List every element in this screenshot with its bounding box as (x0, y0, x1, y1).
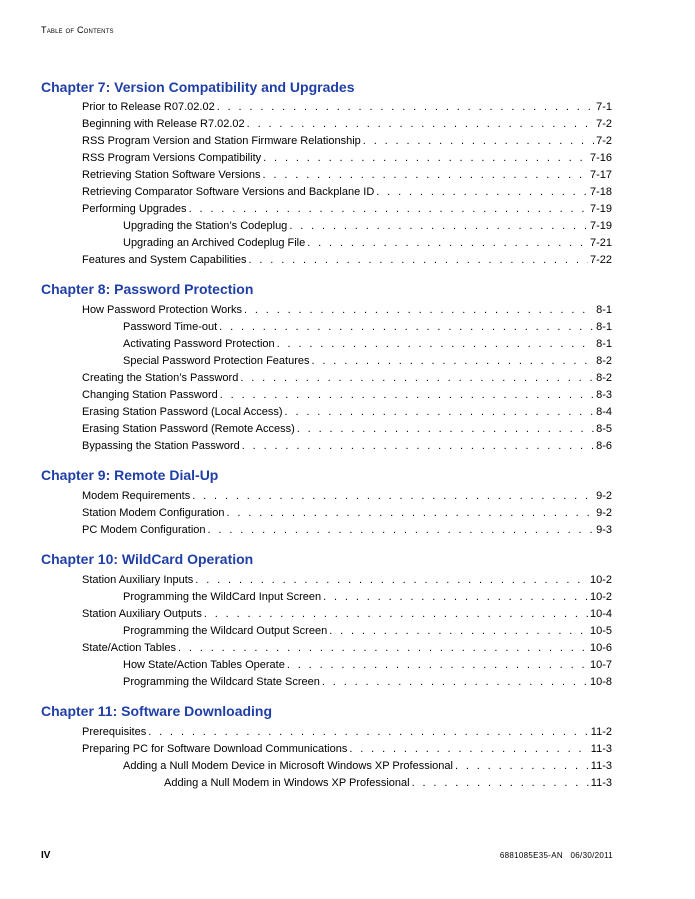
toc-entry-label: RSS Program Versions Compatibility (82, 152, 262, 164)
chapter-11-heading[interactable]: Chapter 11: Software Downloading (41, 703, 273, 719)
leader-dots (240, 372, 594, 384)
toc-entry-page: 7-16 (589, 152, 612, 164)
document-id: 6881085E35-AN (499, 851, 563, 860)
toc-subentry[interactable] (123, 237, 612, 249)
toc-entry-page: 8-1 (596, 321, 612, 333)
toc-entry-label: Station Auxiliary Outputs (82, 608, 202, 620)
toc-subsubentry[interactable] (164, 777, 612, 789)
toc-entry[interactable] (82, 608, 612, 620)
leader-dots (376, 186, 588, 198)
leader-dots (204, 608, 588, 620)
toc-entry-page: 7-22 (589, 254, 612, 266)
toc-entry-page: 10-5 (589, 625, 612, 637)
toc-entry-label: Upgrading an Archived Codeplug File (123, 237, 306, 249)
toc-entry-page: 7-1 (596, 101, 612, 113)
toc-entry-label: Bypassing the Station Password (82, 440, 240, 452)
leader-dots (195, 574, 588, 586)
toc-entry[interactable] (82, 304, 612, 316)
toc-entry-page: 10-8 (589, 676, 612, 688)
leader-dots (363, 135, 594, 147)
toc-entry-label: Beginning with Release R7.02.02 (82, 118, 245, 130)
leader-dots (226, 507, 594, 519)
leader-dots (349, 743, 588, 755)
toc-entry-page: 10-2 (589, 591, 612, 603)
toc-entry[interactable] (82, 642, 612, 654)
leader-dots (263, 169, 588, 181)
toc-entry-page: 9-3 (596, 524, 612, 536)
toc-entry[interactable] (82, 152, 612, 164)
toc-entry-label: Preparing PC for Software Download Communications (82, 743, 348, 755)
toc-entry-page: 11-3 (590, 777, 612, 789)
toc-entry-label: Prior to Release R07.02.02 (82, 101, 215, 113)
toc-entry-label: Password Time-out (123, 321, 218, 333)
toc-subentry[interactable] (123, 659, 612, 671)
chapter-8-heading[interactable]: Chapter 8: Password Protection (41, 281, 254, 297)
toc-entry-label: Station Auxiliary Inputs (82, 574, 194, 586)
toc-entry-label: RSS Program Version and Station Firmware Relationship (82, 135, 361, 147)
toc-entry-page: 8-1 (596, 338, 612, 350)
toc-entry[interactable] (82, 490, 612, 502)
toc-entry-label: State/Action Tables (82, 642, 176, 654)
toc-entry-label: Programming the WildCard Input Screen (123, 591, 322, 603)
toc-entry-page: 7-21 (589, 237, 612, 249)
toc-entry-page: 7-19 (589, 220, 612, 232)
toc-entry-page: 8-4 (596, 406, 612, 418)
leader-dots (242, 440, 594, 452)
leader-dots (329, 625, 588, 637)
leader-dots (412, 777, 589, 789)
toc-entry-label: PC Modem Configuration (82, 524, 206, 536)
toc-entry-label: Special Password Protection Features (123, 355, 310, 367)
toc-entry-label: Programming the Wildcard State Screen (123, 676, 320, 688)
leader-dots (208, 524, 595, 536)
toc-entry[interactable] (82, 186, 612, 198)
toc-entry-page: 10-2 (589, 574, 612, 586)
toc-entry-page: 10-6 (589, 642, 612, 654)
toc-entry-label: Retrieving Station Software Versions (82, 169, 261, 181)
toc-entry-label: Retrieving Comparator Software Versions and Backplane ID (82, 186, 375, 198)
leader-dots (189, 203, 588, 215)
leader-dots (285, 406, 595, 418)
page-number: IV (41, 850, 51, 861)
toc-subentry[interactable] (123, 591, 612, 603)
toc-entry-label: Erasing Station Password (Local Access) (82, 406, 283, 418)
toc-entry-label: Prerequisites (82, 726, 147, 738)
toc-entry-page: 8-3 (596, 389, 612, 401)
toc-entry[interactable] (82, 440, 612, 452)
toc-entry-page: 9-2 (596, 507, 612, 519)
toc-subentry[interactable] (123, 760, 612, 772)
toc-entry-page: 11-3 (590, 760, 612, 772)
toc-entry-label: Features and System Capabilities (82, 254, 247, 266)
leader-dots (248, 254, 588, 266)
toc-entry-label: Adding a Null Modem in Windows XP Professional (164, 777, 410, 789)
toc-entry-label: Activating Password Protection (123, 338, 275, 350)
toc-entry-label: Changing Station Password (82, 389, 218, 401)
toc-entry-label: How Password Protection Works (82, 304, 242, 316)
leader-dots (277, 338, 594, 350)
toc-entry-page: 11-2 (590, 726, 612, 738)
toc-entry[interactable] (82, 372, 612, 384)
leader-dots (244, 304, 594, 316)
document-date: 06/30/2011 (570, 851, 613, 860)
toc-entry-label: Erasing Station Password (Remote Access) (82, 423, 295, 435)
toc-entry-page: 7-17 (589, 169, 612, 181)
leader-dots (220, 389, 594, 401)
toc-entry-label: Adding a Null Modem Device in Microsoft Windows XP Professional (123, 760, 453, 772)
toc-entry[interactable] (82, 406, 612, 418)
toc-entry[interactable] (82, 389, 612, 401)
leader-dots (323, 591, 588, 603)
toc-entry[interactable] (82, 254, 612, 266)
running-header: Table of Contents (41, 25, 114, 35)
toc-entry-page: 8-2 (596, 372, 612, 384)
leader-dots (289, 220, 588, 232)
toc-entry-page: 8-5 (596, 423, 612, 435)
toc-subentry[interactable] (123, 625, 612, 637)
leader-dots (148, 726, 589, 738)
leader-dots (322, 676, 588, 688)
toc-subentry[interactable] (123, 321, 612, 333)
toc-subentry[interactable] (123, 220, 612, 232)
chapter-7-heading[interactable]: Chapter 7: Version Compatibility and Upgrades (41, 79, 355, 95)
toc-entry-page: 10-7 (589, 659, 612, 671)
leader-dots (192, 490, 594, 502)
leader-dots (217, 101, 594, 113)
toc-entry-page: 11-3 (590, 743, 612, 755)
toc-entry-label: Station Modem Configuration (82, 507, 225, 519)
leader-dots (247, 118, 594, 130)
leader-dots (307, 237, 588, 249)
toc-subentry[interactable] (123, 338, 612, 350)
leader-dots (219, 321, 594, 333)
toc-entry[interactable] (82, 118, 612, 130)
toc-entry[interactable] (82, 203, 612, 215)
toc-entry[interactable] (82, 726, 612, 738)
toc-entry-page: 8-2 (596, 355, 612, 367)
chapter-10-heading[interactable]: Chapter 10: WildCard Operation (41, 551, 254, 567)
toc-entry-label: Programming the Wildcard Output Screen (123, 625, 328, 637)
toc-entry-page: 7-19 (589, 203, 612, 215)
toc-entry-label: Performing Upgrades (82, 203, 187, 215)
leader-dots (178, 642, 588, 654)
toc-entry[interactable] (82, 101, 612, 113)
toc-subentry[interactable] (123, 676, 612, 688)
toc-entry-label: Modem Requirements (82, 490, 191, 502)
toc-entry-page: 8-1 (596, 304, 612, 316)
toc-entry-page: 7-18 (589, 186, 612, 198)
document-id-date (500, 851, 613, 860)
leader-dots (263, 152, 588, 164)
toc-entry[interactable] (82, 743, 612, 755)
toc-entry-label: How State/Action Tables Operate (123, 659, 285, 671)
toc-subentry[interactable] (123, 355, 612, 367)
toc-entry-page: 10-4 (589, 608, 612, 620)
chapter-9-heading[interactable]: Chapter 9: Remote Dial-Up (41, 467, 219, 483)
toc-entry[interactable] (82, 524, 612, 536)
toc-entry-page: 7-2 (596, 118, 612, 130)
toc-entry[interactable] (82, 507, 612, 519)
toc-entry-page: 7-2 (596, 135, 612, 147)
leader-dots (287, 659, 588, 671)
toc-entry[interactable] (82, 423, 612, 435)
toc-entry[interactable] (82, 169, 612, 181)
toc-entry-page: 9-2 (596, 490, 612, 502)
toc-entry-page: 8-6 (596, 440, 612, 452)
toc-entry[interactable] (82, 135, 612, 147)
leader-dots (297, 423, 594, 435)
leader-dots (311, 355, 594, 367)
leader-dots (455, 760, 589, 772)
toc-entry-label: Creating the Station’s Password (82, 372, 239, 384)
toc-entry[interactable] (82, 574, 612, 586)
toc-entry-label: Upgrading the Station’s Codeplug (123, 220, 288, 232)
